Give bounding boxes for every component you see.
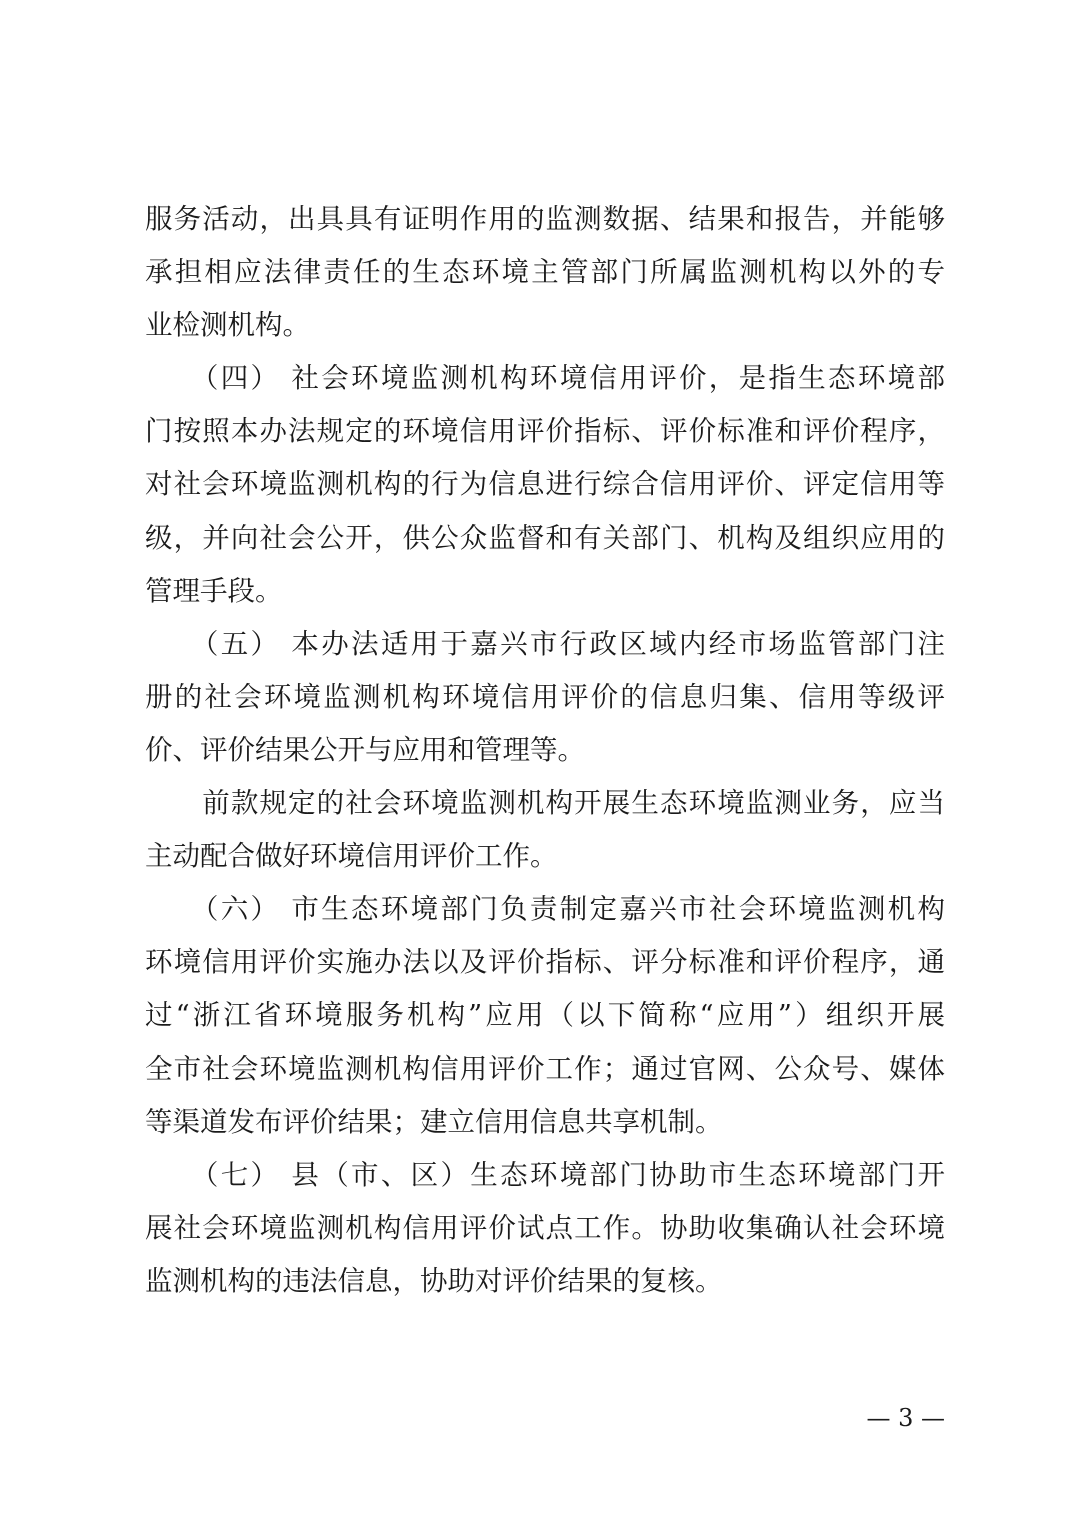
text-line: 展社会环境监测机构信用评价试点工作。协助收集确认社会环境 (145, 1211, 945, 1244)
page-number: — 3 — (866, 1404, 945, 1432)
text-line: （七） 县（市、区）生态环境部门协助市生态环境部门开 (145, 1158, 945, 1191)
text-line: 前款规定的社会环境监测机构开展生态环境监测业务，应当 (145, 787, 945, 820)
text-line: （五） 本办法适用于嘉兴市行政区域内经市场监管部门注 (145, 627, 945, 660)
text-line: （六） 市生态环境部门负责制定嘉兴市社会环境监测机构 (145, 893, 945, 926)
text-line: 服务活动，出具具有证明作用的监测数据、结果和报告，并能够 (145, 203, 945, 235)
text-line: 对社会环境监测机构的行为信息进行综合信用评价、评定信用等 (145, 468, 945, 501)
document-body (145, 193, 945, 1308)
text-line: 册的社会环境监测机构环境信用评价的信息归集、信用等级评 (145, 680, 945, 713)
text-line: 等渠道发布评价结果；建立信用信息共享机制。 (145, 1105, 723, 1138)
text-line: 环境信用评价实施办法以及评价指标、评分标准和评价程序，通 (145, 946, 945, 979)
text-line: 主动配合做好环境信用评价工作。 (145, 840, 558, 873)
text-line: 价、评价结果公开与应用和管理等。 (145, 733, 585, 766)
text-line: 承担相应法律责任的生态环境主管部门所属监测机构以外的专 (145, 256, 945, 289)
text-line: 业检测机构。 (145, 309, 310, 342)
text-line: （四） 社会环境监测机构环境信用评价，是指生态环境部 (145, 362, 945, 395)
text-line: 过“浙江省环境服务机构”应用（以下简称“应用”）组织开展 (145, 999, 945, 1032)
text-line: 全市社会环境监测机构信用评价工作；通过官网、公众号、媒体 (145, 1052, 945, 1085)
text-line: 级，并向社会公开，供公众监督和有关部门、机构及组织应用的 (145, 521, 945, 554)
text-line: 监测机构的违法信息，协助对评价结果的复核。 (145, 1264, 723, 1297)
text-line: 门按照本办法规定的环境信用评价指标、评价标准和评价程序， (145, 415, 945, 448)
text-line: 管理手段。 (145, 574, 283, 607)
